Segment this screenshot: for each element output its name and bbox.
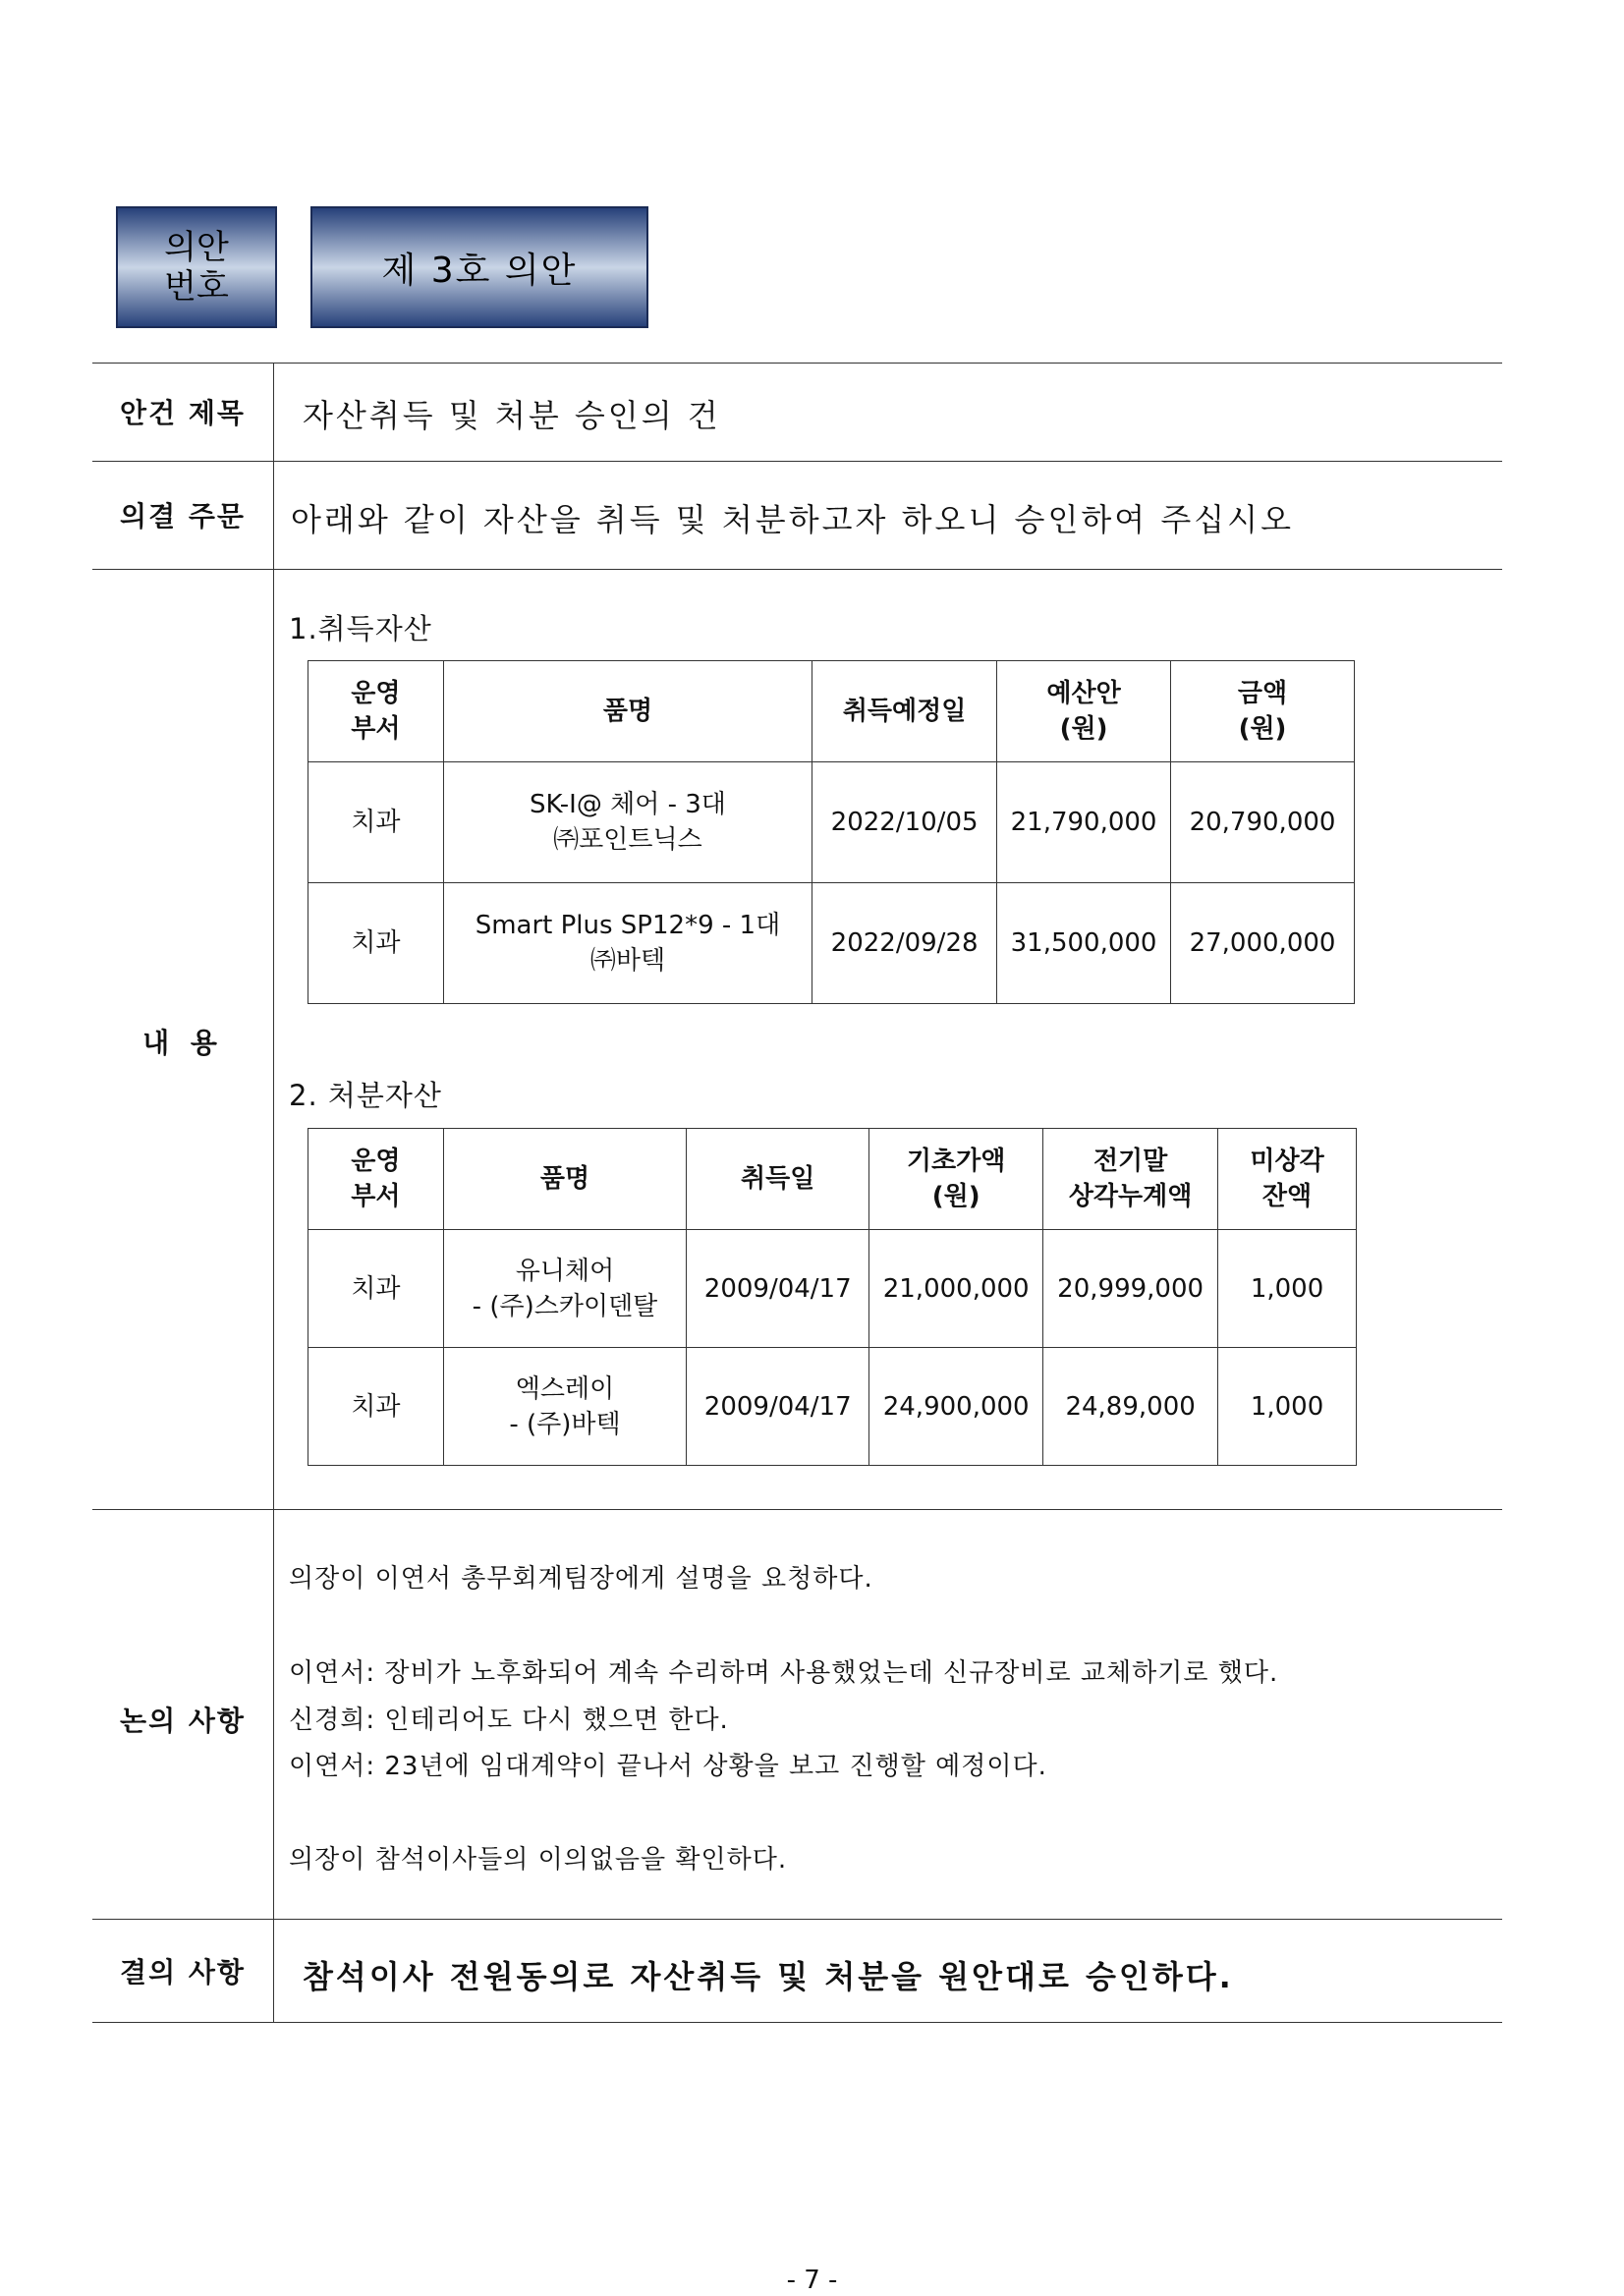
table-row — [308, 883, 1355, 1004]
col-header-text: 취득예정일 — [842, 697, 967, 726]
disposal-title: 2. 처분자산 — [289, 1079, 442, 1112]
table-row — [308, 762, 1355, 883]
col-header-text: 기초가액 (원) — [906, 1147, 1006, 1211]
col-header-text: 전기말 상각누계액 — [1068, 1147, 1193, 1211]
agenda-number-label-line2: 번호 — [164, 267, 229, 307]
table-header-row — [308, 661, 1355, 762]
col-header-text: 품명 — [602, 697, 653, 726]
col-header-date — [812, 661, 997, 762]
cell-budget: 21,790,000 — [997, 762, 1171, 883]
col-header-budget — [997, 661, 1171, 762]
col-header-base — [869, 1129, 1043, 1230]
discussion-line: 의장이 이연서 총무회계팀장에게 설명을 요청하다. — [289, 1564, 873, 1594]
cell-amount: 20,790,000 — [1171, 762, 1355, 883]
col-header-amount — [1171, 661, 1355, 762]
table-row — [308, 1230, 1357, 1348]
column-divider — [273, 363, 274, 2022]
col-header-accum — [1043, 1129, 1218, 1230]
decision-label: 결의 사항 — [120, 1955, 246, 1988]
acquisition-table — [308, 660, 1355, 1004]
divider — [92, 1919, 1502, 1920]
discussion-line: 의장이 참석이사들의 이의없음을 확인하다. — [289, 1845, 788, 1875]
col-header-item — [443, 661, 812, 762]
cell-base: 24,900,000 — [869, 1348, 1043, 1466]
item-name: SK-I@ 체어 - 3대 — [529, 790, 726, 819]
divider — [92, 1509, 1502, 1510]
cell-dept: 치과 — [308, 1348, 444, 1466]
item-name: 엑스레이 — [515, 1373, 615, 1404]
col-header-text: 운영 부서 — [351, 679, 401, 744]
divider — [92, 2022, 1502, 2023]
cell-remain: 1,000 — [1218, 1348, 1357, 1466]
cell-item — [443, 883, 812, 1004]
col-header-text: 예산안 (원) — [1046, 679, 1121, 744]
agenda-number-label-line1: 의안 — [164, 228, 229, 267]
cell-amount: 27,000,000 — [1171, 883, 1355, 1004]
divider — [92, 363, 1502, 364]
item-name: Smart Plus SP12*9 - 1대 — [475, 911, 781, 940]
col-header-text: 품명 — [539, 1164, 590, 1194]
discussion-line: 신경희: 인테리어도 다시 했으면 한다. — [289, 1706, 729, 1735]
col-header-item — [443, 1129, 687, 1230]
cell-dept: 치과 — [308, 1230, 444, 1348]
cell-dept: 치과 — [308, 762, 444, 883]
col-header-text: 미상각 잔액 — [1250, 1147, 1324, 1211]
item-name: 유니체어 — [515, 1256, 615, 1286]
cell-base: 21,000,000 — [869, 1230, 1043, 1348]
content-label: 내 용 — [142, 1027, 223, 1059]
divider — [92, 569, 1502, 570]
cell-item — [443, 1230, 687, 1348]
item-vendor: ㈜바텍 — [589, 946, 666, 976]
agenda-number-badge — [116, 206, 648, 328]
cell-item — [443, 762, 812, 883]
cell-date: 2022/09/28 — [812, 883, 997, 1004]
cell-accum: 20,999,000 — [1043, 1230, 1218, 1348]
cell-remain: 1,000 — [1218, 1230, 1357, 1348]
table-row — [308, 1348, 1357, 1466]
col-header-text: 금액 (원) — [1237, 679, 1288, 744]
cell-accum: 24,89,000 — [1043, 1348, 1218, 1466]
agenda-number-label — [116, 206, 277, 328]
discussion-line: 이연서: 장비가 노후화되어 계속 수리하며 사용했었는데 신규장비로 교체하기로 했다. — [289, 1658, 1279, 1688]
item-vendor: - (주)바텍 — [509, 1409, 621, 1439]
acquisition-title: 1.취득자산 — [289, 612, 432, 645]
col-header-text: 취득일 — [741, 1164, 815, 1194]
cell-budget: 31,500,000 — [997, 883, 1171, 1004]
cell-date: 2009/04/17 — [687, 1348, 869, 1466]
col-header-dept — [308, 661, 444, 762]
agenda-number-value: 제 3호 의안 — [310, 206, 648, 328]
discussion-line: 이연서: 23년에 임대계약이 끝나서 상황을 보고 진행할 예정이다. — [289, 1752, 1047, 1781]
discussion-label: 논의 사항 — [120, 1705, 246, 1737]
page-number: - 7 - — [786, 2266, 838, 2295]
item-vendor: - (주)스카이덴탈 — [472, 1291, 658, 1321]
resolution-order-value: 아래와 같이 자산을 취득 및 처분하고자 하오니 승인하여 주십시오 — [291, 501, 1295, 538]
col-header-remain — [1218, 1129, 1357, 1230]
col-header-date — [687, 1129, 869, 1230]
col-header-dept — [308, 1129, 444, 1230]
agenda-title-label: 안건 제목 — [120, 397, 246, 429]
cell-dept: 치과 — [308, 883, 444, 1004]
cell-date: 2009/04/17 — [687, 1230, 869, 1348]
cell-item — [443, 1348, 687, 1466]
col-header-text: 운영 부서 — [351, 1147, 401, 1211]
item-vendor: ㈜포인트닉스 — [553, 825, 702, 855]
table-header-row — [308, 1129, 1357, 1230]
cell-date: 2022/10/05 — [812, 762, 997, 883]
agenda-title-value: 자산취득 및 처분 승인의 건 — [303, 397, 721, 434]
resolution-order-label: 의결 주문 — [120, 500, 246, 532]
disposal-table — [308, 1128, 1357, 1466]
divider — [92, 461, 1502, 462]
decision-value: 참석이사 전원동의로 자산취득 및 처분을 원안대로 승인하다. — [303, 1958, 1234, 1995]
